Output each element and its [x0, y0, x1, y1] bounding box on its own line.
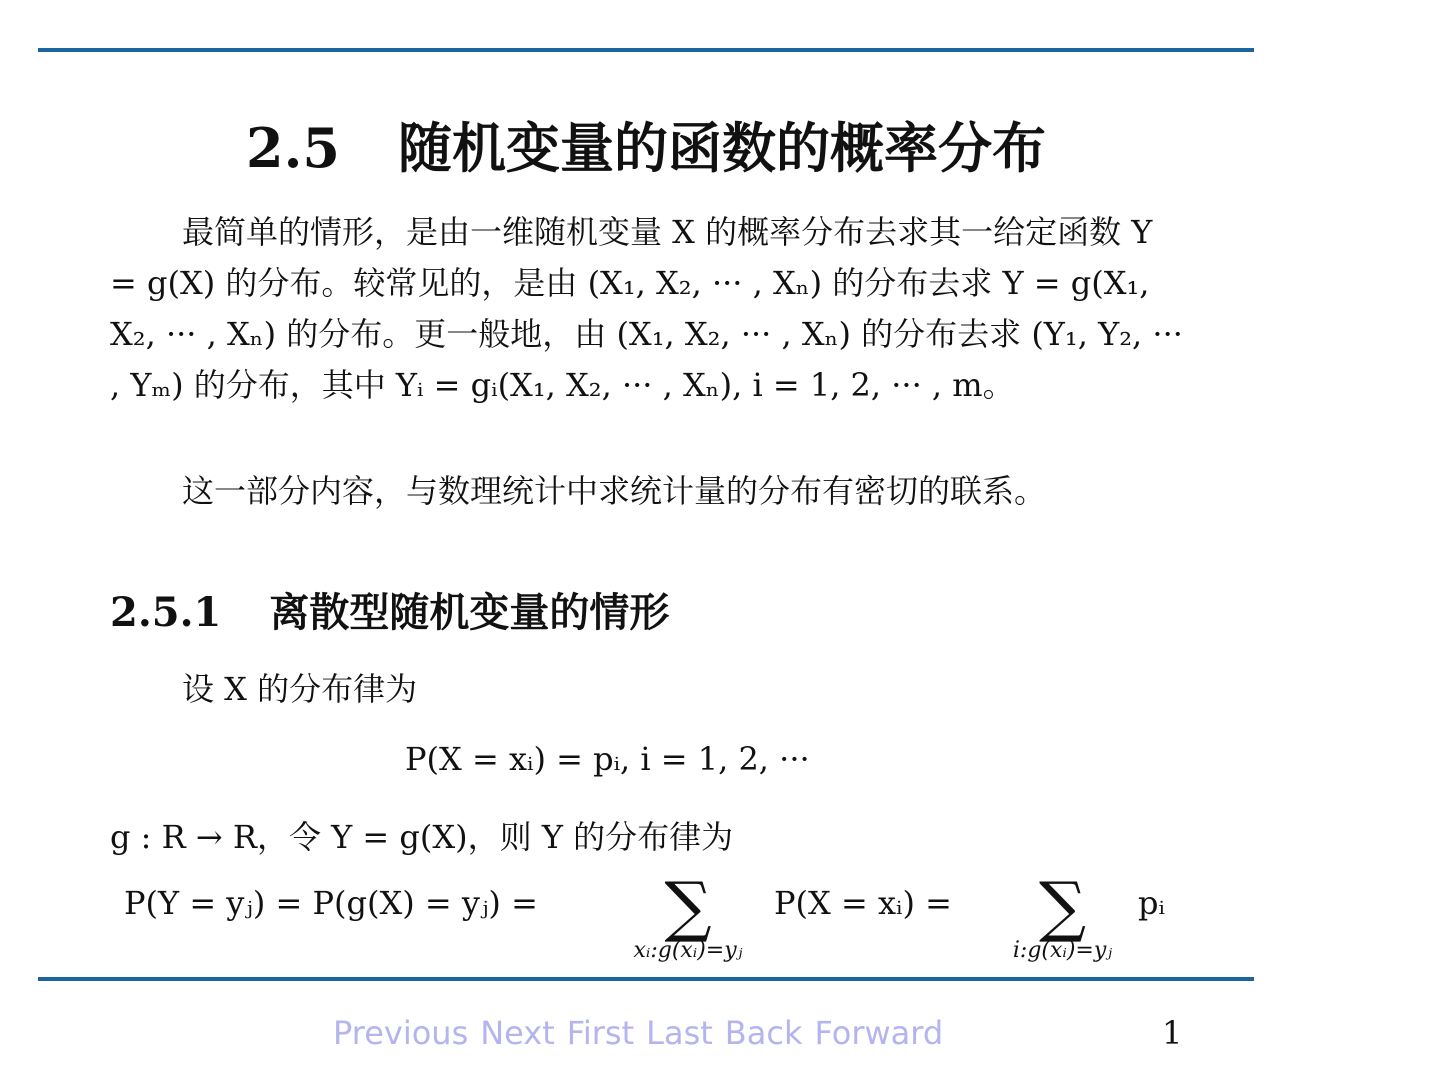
nav-first-link[interactable]: First [566, 1014, 635, 1052]
bottom-rule [38, 977, 1254, 981]
paragraph-intro-text: 最简单的情形，是由一维随机变量 X 的概率分布去求其一给定函数 Y = g(X) 的分布。较常见的，是由 (X₁, X₂, ··· , Xₙ) 的分布去求 Y = g(X₁, X₂, ··· , Xₙ) 的分布。更一般地，由 (X₁, X₂, ··· , Xₙ) 的分布去求 (Y₁, Y₂, ··· , Yₘ) 的分布，其中 Yᵢ = gᵢ(X₁, X₂, ··· , Xₙ), i = 1, 2, ··· , m。 [110, 213, 1183, 404]
summation-1-subscript: xᵢ:g(xᵢ)=yⱼ [633, 938, 743, 963]
sigma-symbol: ∑ [1038, 868, 1087, 945]
section-title-text: 随机变量的函数的概率分布 [397, 117, 1046, 180]
nav-back-link[interactable]: Back [724, 1014, 803, 1052]
summation-1 [608, 868, 768, 963]
page-number: 1 [1162, 1014, 1183, 1052]
nav-next-link[interactable]: Next [480, 1014, 555, 1052]
nav-previous-link[interactable]: Previous [333, 1014, 469, 1052]
distribution-intro: 设 X 的分布律为 [182, 670, 418, 708]
top-rule [38, 48, 1254, 52]
subsection-title-text: 离散型随机变量的情形 [269, 590, 670, 636]
subsection-title [110, 581, 669, 638]
equation-y-middle: P(X = xᵢ) = [774, 884, 952, 922]
section-number: 2.5 [246, 116, 340, 180]
summation-2 [990, 868, 1135, 963]
navigation-bar [333, 1014, 955, 1052]
nav-forward-link[interactable]: Forward [814, 1014, 944, 1052]
section-title [0, 106, 1292, 183]
paragraph-relation-text: 这一部分内容，与数理统计中求统计量的分布有密切的联系。 [182, 472, 1047, 510]
subsection-number: 2.5.1 [110, 589, 222, 636]
paragraph-intro [110, 207, 1185, 411]
paragraph-relation [110, 466, 1185, 517]
equation-y-left: P(Y = yⱼ) = P(g(X) = yⱼ) = [124, 884, 538, 922]
nav-last-link[interactable]: Last [646, 1014, 713, 1052]
equation-y-right: pᵢ [1138, 884, 1165, 922]
equation-distribution-law: P(X = xᵢ) = pᵢ, i = 1, 2, ··· [405, 740, 810, 778]
summation-2-subscript: i:g(xᵢ)=yⱼ [1012, 938, 1113, 963]
mapping-statement: g : R → R，令 Y = g(X)，则 Y 的分布律为 [110, 818, 734, 856]
sigma-symbol: ∑ [664, 868, 712, 945]
